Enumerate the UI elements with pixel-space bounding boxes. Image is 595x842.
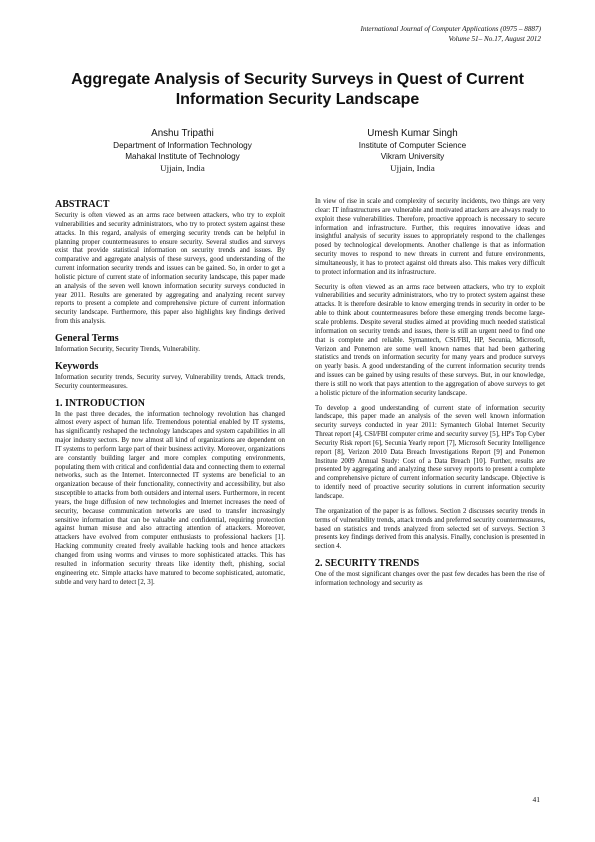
author-department: Department of Information Technology: [113, 141, 252, 150]
page-number: 41: [532, 795, 540, 804]
author-institute: Vikram University: [380, 152, 445, 161]
section2-heading: 2. SECURITY TRENDS: [315, 558, 420, 570]
paper-title: Aggregate Analysis of Security Surveys in Quest of Current Information Security Landscape: [71, 71, 524, 108]
general-terms-text: Information Security, Security Trends, Vulnerability.: [55, 345, 200, 353]
author-2: [325, 127, 500, 174]
introduction-heading: 1. INTRODUCTION: [55, 397, 146, 409]
abstract-heading: ABSTRACT: [55, 199, 110, 210]
author-department: Institute of Computer Science: [358, 141, 467, 150]
author-city: Ujjain, India: [390, 163, 435, 173]
intro-paragraph-2: In view of rise in scale and complexity of security incidents, two things are very clear: IT infrastructures are vulnerable and motivated attackers are always ready to exploit these vulnerabilities. Therefore, proactive approach is necessary to secure information and infrastructure. Further, this requires innovative ideas and insightful analysis of security issues to appropriately respond to the challenges posed by technological developments. Another challenge is that as information security moves to respond to new threats in current and future environments, simultaneously, it has to protect against old threats also. This makes very difficult to protect information and its infrastructure.: [315, 198, 545, 276]
intro-paragraph-4: To develop a good understanding of current state of information security landscape, this paper made an analysis of the seven well known information security surveys conducted in year 2011: Symantech Global Internet Security Threat report [4], CSI/FBI computer crime and security survey [5], HP's Top Cyber Security Risk report [6], Secunia Yearly report [7], Microsoft Security Intelligence report [8], Verizon 2010 Data Breach Investigations Report [9] and Ponemon Institute 2009 Annual Study: Cost of a Data Breach [10]. Further, results are presented by aggregating and analyzing these survey reports to present a complete and comprehensive picture of current information security landscape. Objective is to identify need of proactive security solutions in current information security landscape.: [315, 404, 545, 500]
general-terms-heading: General Terms: [55, 332, 119, 344]
author-name: Anshu Tripathi: [151, 128, 214, 139]
keywords-heading: Keywords: [55, 360, 99, 372]
section2-text: One of the most significant changes over the past few decades has been the rise of information technology and security as: [315, 571, 545, 587]
left-column: [55, 198, 285, 593]
journal-header: [360, 24, 541, 44]
abstract-text: Security is often viewed as an arms race between attackers, who try to exploit vulnerabilities and security administrators, who try to protect system against these attacks. In this regard, analysis of emerging security trends can be helpful in planning proper countermeasures to ensure security. Several studies and surveys exist that provide statistical information on security trends and issues. By comparative and aggregate analysis of these surveys, good understanding of the current information security trends and issues can be gained. So, in order to get a holistic picture of current state of information security landscape, this paper made an analysis of the seven well known information security surveys conducted in year 2011. Results are generated by aggregating and analyzing recent survey reports to present a complete and comprehensive picture of current information security landscape. Furthermore, this paper also highlights key findings derived from this analysis.: [55, 212, 285, 326]
author-1: [95, 127, 270, 174]
right-column: [315, 198, 545, 595]
intro-paragraph-3: Security is often viewed as an arms race between attackers, who try to exploit vulnerabilities and security administrators, who try to protect system against these attacks. It is therefore desirable to know emerging trends in security in order to be able to think about countermeasures before these emerging trends become large-scale problems. Despite several studies aimed at providing much needed statistical information on security trends and issues, there is still an urgent need to find one that is complete and reliable. Symantech, CSI/FBI, HP, Secunia, Microsoft, Verizon and Ponemon are some well known names that had been gathering statistics and trends on information security for many years and produce surveys on yearly basis. A good understanding of the current information security trends and issues can be gained by using results of these surveys. But, in our knowledge, there is still no work that pays attention to the aggregation of above surveys to get a holistic picture of the information security landscape.: [315, 283, 545, 397]
journal-name: International Journal of Computer Applications (0975 – 8887): [360, 25, 541, 33]
author-institute: Mahakal Institute of Technology: [125, 152, 240, 161]
journal-volume: Volume 51– No.17, August 2012: [448, 35, 541, 43]
author-name: Umesh Kumar Singh: [367, 128, 458, 139]
intro-paragraph-5: The organization of the paper is as follows. Section 2 discusses security trends in terms of vulnerability trends, attack trends and preferred security countermeasures, based on statistics and trends analyzed from selected set of surveys. Section 3 presents key findings derived from this analysis. Finally, conclusion is presented in section 4.: [315, 507, 545, 551]
keywords-text: Information security trends, Security survey, Vulnerability trends, Attack trends, Security countermeasures.: [55, 373, 285, 390]
author-city: Ujjain, India: [160, 163, 205, 173]
intro-paragraph-1: In the past three decades, the information technology revolution has changed almost every aspect of human life. Tremendous potential enabled by IT systems, has significantly reshaped the technology landscapes and system capabilities in all major industry sectors. By now almost all kind of organizations are dependent on IT systems to perform large part of their business activity. Moreover, organizations are constantly building larger and more complex computing environments, populating them with critical and confidential data and connecting them to external networks, such as the Internet. Interconnected IT systems are beneficial to an organization because of their functionality, connectivity and accessibility, but also susceptible to attacks from both outsiders and internal users. Furthermore, in recent years, the huge diffusion of new technologies and Internet increases the need of security, because communication networks are used to transfer increasingly sensitive information that can be valuable and confidential, requiring protection against human misuse and also attracting attention of attackers. Moreover, attackers have evolved from computer enthusiasts to professional hackers [1]. Hacking community created freely available hacking tools and hence attackers changed from using worms and viruses to more sophisticated attacks. This has resulted in information security threats like identity theft, phishing, social engineering etc. Simple attacks have matured to become sophisticated, automatic, subtle and very hard to detect [2, 3].: [55, 410, 285, 586]
